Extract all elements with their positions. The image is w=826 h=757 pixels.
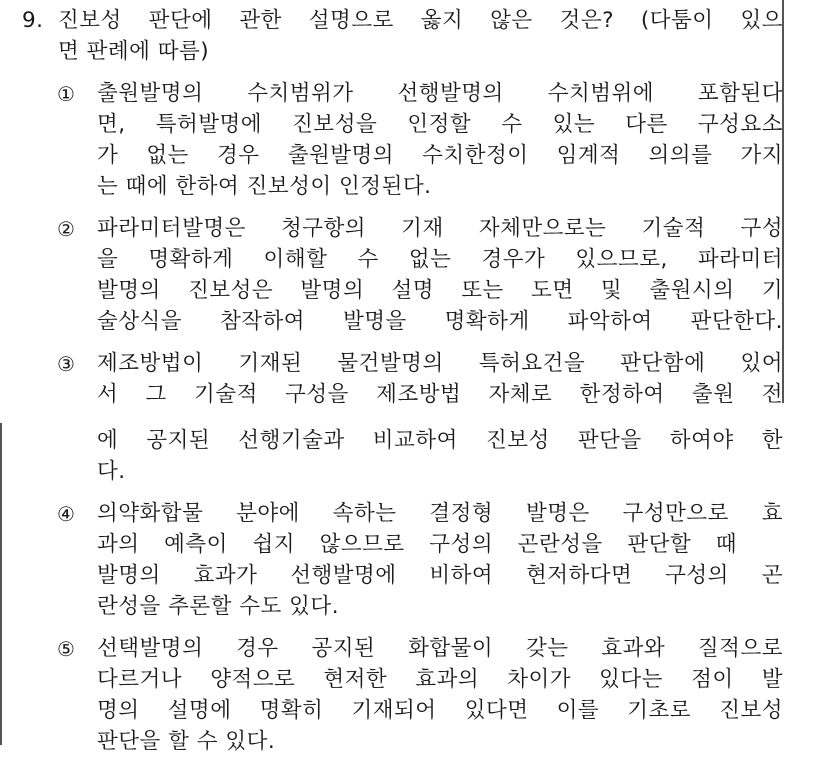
option-4-line-2: 과의 예측이 쉽지 않으므로 구성의 곤란성을 판단할 때 bbox=[97, 532, 737, 557]
option-marker-2: ② bbox=[57, 217, 76, 241]
option-4-line-1: 의약화합물 분야에 속하는 결정형 발명은 구성만으로 효 bbox=[97, 501, 783, 526]
option-marker-5: ⑤ bbox=[57, 637, 76, 661]
option-5-line-2: 다르거나 양적으로 현저한 효과의 차이가 있다는 점이 발 bbox=[97, 667, 783, 692]
option-3-line-4: 다. bbox=[97, 459, 126, 484]
option-marker-4: ④ bbox=[57, 502, 76, 526]
option-marker-3: ③ bbox=[57, 352, 76, 376]
option-3-line-2: 서 그 기술적 구성을 제조방법 자체로 한정하여 출원 전 bbox=[97, 382, 783, 407]
column-divider-left bbox=[0, 423, 2, 745]
question-stem-line-1: 진보성 판단에 관한 설명으로 옳지 않은 것은? (다툼이 있으 bbox=[58, 8, 783, 33]
option-2-line-3: 발명의 진보성은 발명의 설명 또는 도면 및 출원시의 기 bbox=[97, 278, 783, 303]
option-2-line-1: 파라미터발명은 청구항의 기재 자체만으로는 기술적 구성 bbox=[97, 216, 783, 241]
option-1-line-4: 는 때에 한하여 진보성이 인정된다. bbox=[97, 174, 432, 199]
column-divider-right bbox=[782, 0, 784, 403]
question-number: 9. bbox=[22, 8, 44, 33]
option-1-line-1: 출원발명의 수치범위가 선행발명의 수치범위에 포함된다 bbox=[97, 81, 783, 106]
option-3-line-3: 에 공지된 선행기술과 비교하여 진보성 판단을 하여야 한 bbox=[97, 428, 783, 453]
option-5-line-1: 선택발명의 경우 공지된 화합물이 갖는 효과와 질적으로 bbox=[97, 636, 783, 661]
option-5-line-4: 판단을 할 수 있다. bbox=[97, 729, 276, 754]
option-4-line-3: 발명의 효과가 선행발명에 비하여 현저하다면 구성의 곤 bbox=[97, 563, 783, 588]
option-1-line-2: 면, 특허발명에 진보성을 인정할 수 있는 다른 구성요소 bbox=[97, 112, 783, 137]
option-2-line-2: 을 명확하게 이해할 수 없는 경우가 있으므로, 파라미터 bbox=[97, 247, 783, 272]
option-2-line-4: 술상식을 참작하여 발명을 명확하게 파악하여 판단한다. bbox=[97, 309, 783, 334]
question-stem-line-2: 면 판례에 따름) bbox=[58, 39, 210, 64]
option-5-line-3: 명의 설명에 명확히 기재되어 있다면 이를 기초로 진보성 bbox=[97, 698, 783, 723]
option-1-line-3: 가 없는 경우 출원발명의 수치한정이 임계적 의의를 가지 bbox=[97, 143, 783, 168]
option-4-line-4: 란성을 추론할 수도 있다. bbox=[97, 594, 340, 619]
option-marker-1: ① bbox=[57, 82, 76, 106]
option-3-line-1: 제조방법이 기재된 물건발명의 특허요건을 판단함에 있어 bbox=[97, 351, 783, 376]
